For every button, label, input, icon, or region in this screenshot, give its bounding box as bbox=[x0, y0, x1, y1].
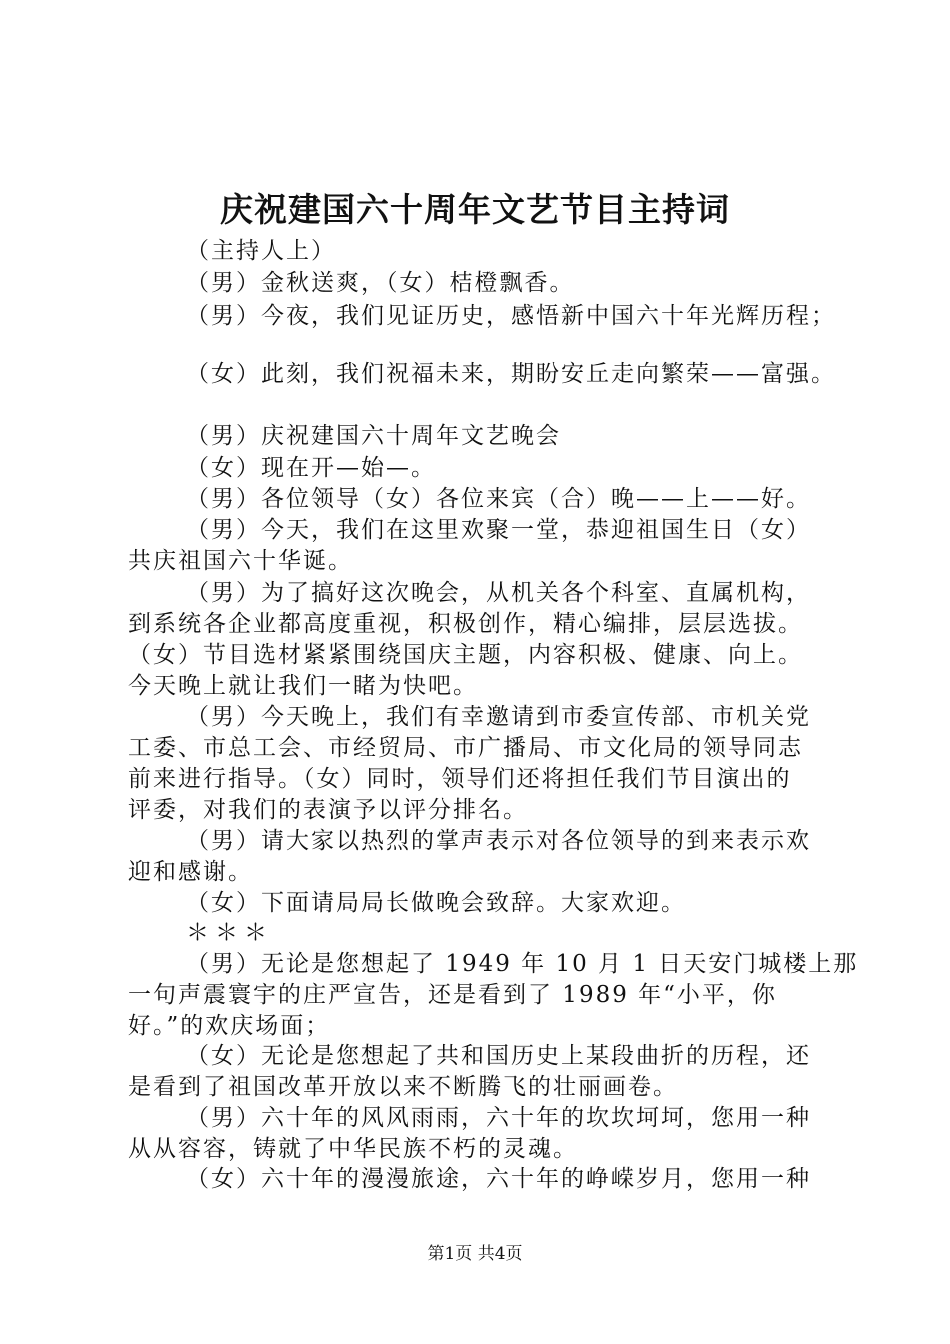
paragraph-line: （女）此刻，我们祝福未来，期盼安丘走向繁荣——富强。 bbox=[186, 361, 836, 387]
paragraph-line: 到系统各企业都高度重视，积极创作，精心编排，层层选拔。 bbox=[128, 611, 803, 637]
paragraph-line: 好。”的欢庆场面； bbox=[128, 1013, 331, 1039]
paragraph-line: 是看到了祖国改革开放以来不断腾飞的壮丽画卷。 bbox=[128, 1074, 678, 1100]
paragraph-line: （男）今天晚上，我们有幸邀请到市委宣传部、市机关党 bbox=[186, 704, 811, 730]
paragraph-line: （男）庆祝建国六十周年文艺晚会 bbox=[186, 423, 561, 449]
paragraph-line: （男）今夜，我们见证历史，感悟新中国六十年光辉历程； bbox=[186, 303, 836, 329]
paragraph-line: （男）各位领导（女）各位来宾（合）晚——上——好。 bbox=[186, 486, 811, 512]
paragraph-line: （女）六十年的漫漫旅途，六十年的峥嵘岁月，您用一种 bbox=[186, 1166, 811, 1192]
paragraph-line: （女）现在开—始—。 bbox=[186, 455, 436, 481]
paragraph-line: （男）请大家以热烈的掌声表示对各位领导的到来表示欢 bbox=[186, 828, 811, 854]
paragraph-line: （男）今天，我们在这里欢聚一堂，恭迎祖国生日（女） bbox=[186, 517, 811, 543]
paragraph-line: 前来进行指导。（女）同时，领导们还将担任我们节目演出的 bbox=[128, 766, 792, 792]
document-title: 庆祝建国六十周年文艺节目主持词 bbox=[220, 190, 730, 229]
paragraph-line: （男）六十年的风风雨雨，六十年的坎坎坷坷，您用一种 bbox=[186, 1105, 811, 1131]
paragraph-line: 工委、市总工会、市经贸局、市广播局、市文化局的领导同志 bbox=[128, 735, 803, 761]
page-footer: 第1页 共4页 bbox=[427, 1244, 523, 1264]
paragraph-line: （女）下面请局局长做晚会致辞。大家欢迎。 bbox=[186, 890, 686, 916]
paragraph-line: 评委，对我们的表演予以评分排名。 bbox=[128, 797, 528, 823]
paragraph-line: （女）节目选材紧紧围绕国庆主题，内容积极、健康、向上。 bbox=[128, 642, 803, 668]
section-separator: ＊＊＊ bbox=[186, 920, 273, 946]
paragraph-line: 迎和感谢。 bbox=[128, 859, 253, 885]
paragraph-line: （男）为了搞好这次晚会，从机关各个科室、直属机构， bbox=[186, 580, 811, 606]
paragraph-line: 从从容容，铸就了中华民族不朽的灵魂。 bbox=[128, 1136, 578, 1162]
paragraph-line: （男）无论是您想起了 1949 年 10 月 1 日天安门城楼上那 bbox=[186, 951, 859, 977]
paragraph-line: 今天晚上就让我们一睹为快吧。 bbox=[128, 673, 478, 699]
paragraph-line: （男）金秋送爽，（女）桔橙飘香。 bbox=[186, 270, 575, 296]
paragraph-line: 共庆祖国六十华诞。 bbox=[128, 548, 353, 574]
paragraph-line: （女）无论是您想起了共和国历史上某段曲折的历程，还 bbox=[186, 1043, 811, 1069]
paragraph-line: 一句声震寰宇的庄严宣告，还是看到了 1989 年“小平，你 bbox=[128, 982, 777, 1008]
paragraph-line: （主持人上） bbox=[186, 238, 336, 264]
